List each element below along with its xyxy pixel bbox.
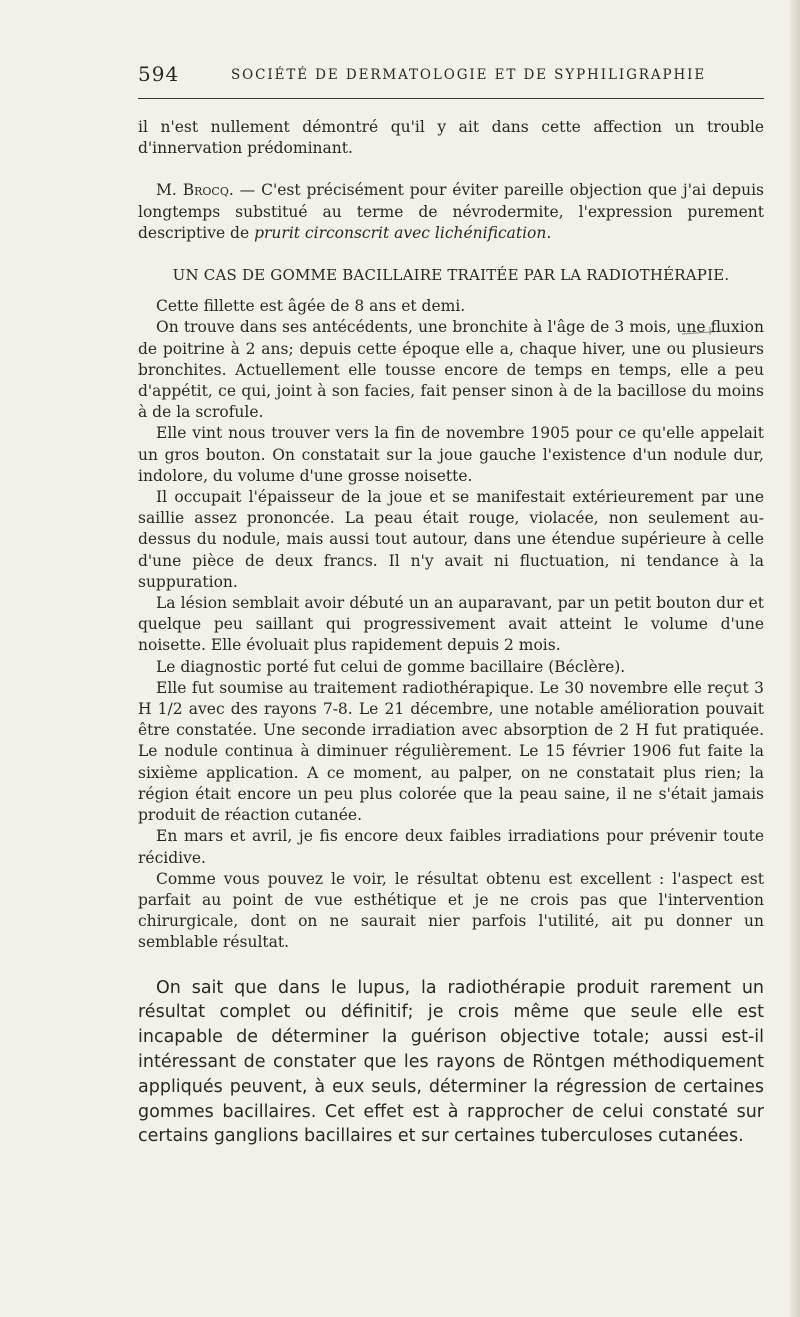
speaker-name: M. Brocq.: [156, 181, 234, 200]
paragraph: Le diagnostic porté fut celui de gomme bacillaire (Béclère).: [156, 657, 626, 676]
paragraph: On trouve dans ses antécédents, une bronchite à l'âge de 3 mois, une fluxion de poitrine à 2 ans; depuis cette époque elle a, chaque hiver, une ou plusieurs bronchites. Actuellement elle tousse encore de temps en temps, elle a peu d'appétit, ce qui, joint à son facies, fait penser sinon à de la bacillose du moins à de la scrofule.: [138, 318, 764, 422]
running-title: SOCIÉTÉ DE DERMATOLOGIE ET DE SYPHILIGRAPHIE: [231, 67, 707, 83]
page-number: 594: [138, 62, 180, 86]
paragraph: Elle vint nous trouver vers la fin de novembre 1905 pour ce qu'elle appelait un gros bouton. On constatait sur la joue gauche l'existence d'un nodule dur, indolore, du volume d'une grosse noisette.: [138, 424, 764, 485]
page-body: [138, 117, 764, 1149]
paragraph: En mars et avril, je fis encore deux faibles irradiations pour prévenir toute récidive.: [138, 827, 764, 867]
conclusion-paragraph: On sait que dans le lupus, la radiothérapie produit rarement un résultat complet ou définitif; je crois même que seule elle est incapable de déterminer la guérison objective totale; aussi est-il intéressant de constater que les rayons de Röntgen méthodiquement appliqués peuvent, à eux seuls, déterminer la régression de certaines gommes bacillaires. Cet effet est à rapprocher de celui constaté sur certains ganglions bacillaires et sur certaines tuberculoses cutanées.: [138, 977, 764, 1147]
intro-paragraph: il n'est nullement démontré qu'il y ait dans cette affection un trouble d'innervation prédominant.: [138, 118, 764, 158]
section-heading: UN CAS DE GOMME BACILLAIRE TRAITÉE PAR LA RADIOTHÉRAPIE.: [172, 266, 730, 285]
paragraph: Il occupait l'épaisseur de la joue et se manifestait extérieurement par une saillie assez prononcée. La peau était rouge, violacée, non seulement au-dessus du nodule, mais aussi tout autour, dans une étendue supérieure à celle d'une pièce de deux francs. Il n'y avait ni fluctuation, ni tendance à la suppuration.: [138, 488, 764, 591]
page-header: [138, 62, 764, 86]
brocq-paragraph: [138, 180, 764, 244]
brocq-text-end: .: [546, 223, 552, 242]
brocq-italic-term: prurit circonscrit avec lichénification: [254, 223, 547, 242]
brocq-text: — C'est précisément pour éviter pareille objection que j'ai depuis longtemps substitué au terme de névrodermite, l'expression purement descriptive de: [138, 181, 764, 242]
paragraph: Comme vous pouvez le voir, le résultat obtenu est excellent : l'aspect est parfait au point de vue esthétique et je ne crois pas que l'intervention chirurgicale, dont on ne saurait nier parfois l'utilité, ait pu donner un semblable résultat.: [138, 869, 764, 952]
header-rule: [138, 98, 764, 99]
paragraph: Cette fillette est âgée de 8 ans et demi.: [156, 297, 466, 316]
paragraph: La lésion semblait avoir débuté un an auparavant, par un petit bouton dur et quelque peu saillant qui progressivement avait atteint le volume d'une noisette. Elle évoluait plus rapidement depuis 2 mois.: [138, 594, 764, 655]
paragraph: Elle fut soumise au traitement radiothérapique. Le 30 novembre elle reçut 3 H 1/2 avec des rayons 7-8. Le 21 décembre, une notable amélioration pouvait être constatée. Une seconde irradiation avec absorption de 2 H fut pratiquée. Le nodule continua à diminuer régulièrement. Le 15 février 1906 fut faite la sixième application. A ce moment, au palper, on ne constatait plus rien; la région était encore un peu plus colorée que la peau saine, il ne s'était jamais produit de réaction cutanée.: [138, 678, 764, 825]
page-edge-shadow: [790, 0, 800, 1317]
